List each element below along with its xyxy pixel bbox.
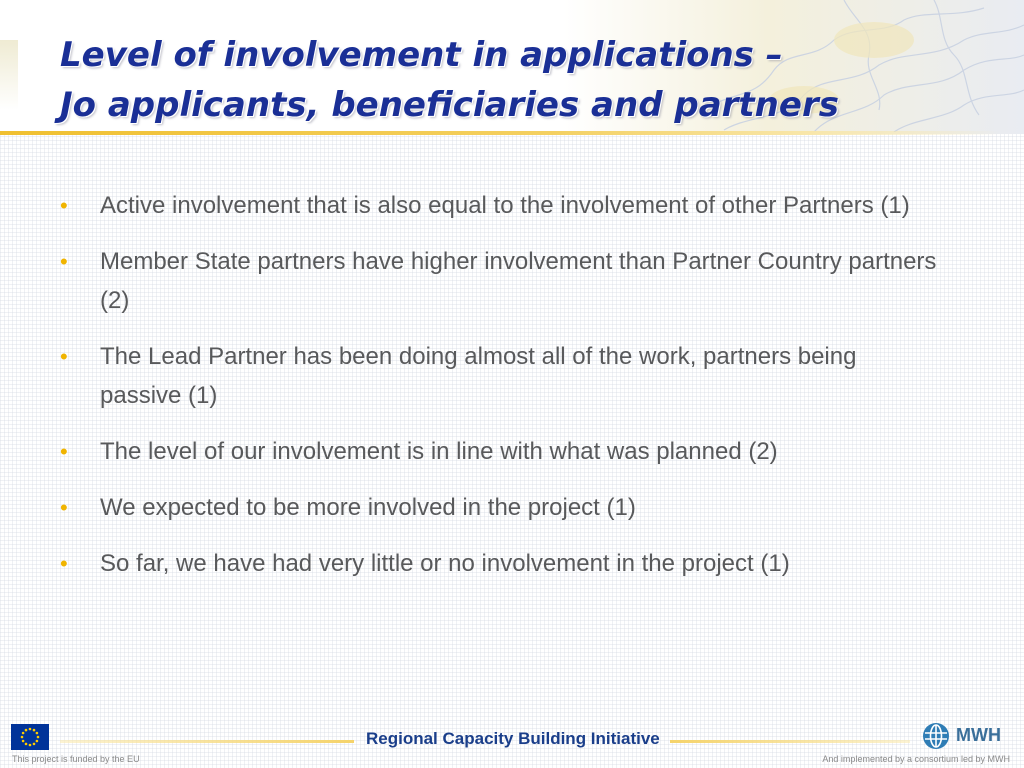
bullet-text: The Lead Partner has been doing almost all of the work, partners being passive (1) xyxy=(100,343,857,409)
bullet-icon: • xyxy=(60,193,68,218)
header-divider xyxy=(0,131,1000,135)
slide-title xyxy=(60,30,960,130)
header-decoration xyxy=(0,40,18,110)
eu-flag-icon xyxy=(11,724,49,750)
bullet-list xyxy=(60,186,940,600)
list-item xyxy=(60,544,940,583)
slide-header xyxy=(0,0,1024,134)
bullet-icon: • xyxy=(60,249,68,274)
bullet-text: Active involvement that is also equal to the involvement of other Partners (1) xyxy=(100,192,910,219)
bullet-text: So far, we have had very little or no involvement in the project (1) xyxy=(100,550,790,577)
list-item xyxy=(60,488,940,527)
footer-divider-left xyxy=(60,740,354,743)
list-item xyxy=(60,432,940,471)
bullet-text: The level of our involvement is in line with what was planned (2) xyxy=(100,438,778,465)
list-item xyxy=(60,337,940,415)
title-line-1: Level of involvement in applications – xyxy=(60,35,783,75)
bullet-text: Member State partners have higher involvement than Partner Country partners (2) xyxy=(100,248,937,314)
footer-divider-right xyxy=(670,740,910,743)
list-item xyxy=(60,242,940,320)
funding-notice: This project is funded by the EU xyxy=(12,754,140,764)
mwh-logo-text: MWH xyxy=(956,725,1001,745)
bullet-icon: • xyxy=(60,551,68,576)
bullet-icon: • xyxy=(60,495,68,520)
list-item xyxy=(60,186,940,225)
bullet-icon: • xyxy=(60,439,68,464)
title-line-2: Jo applicants, beneficiaries and partners xyxy=(60,85,839,125)
bullet-icon: • xyxy=(60,344,68,369)
implementation-notice: And implemented by a consortium led by MWH xyxy=(822,754,1010,764)
bullet-text: We expected to be more involved in the project (1) xyxy=(100,494,636,521)
mwh-logo xyxy=(922,722,1012,752)
mwh-globe-icon xyxy=(922,722,950,750)
footer-brand: Regional Capacity Building Initiative xyxy=(366,729,660,748)
